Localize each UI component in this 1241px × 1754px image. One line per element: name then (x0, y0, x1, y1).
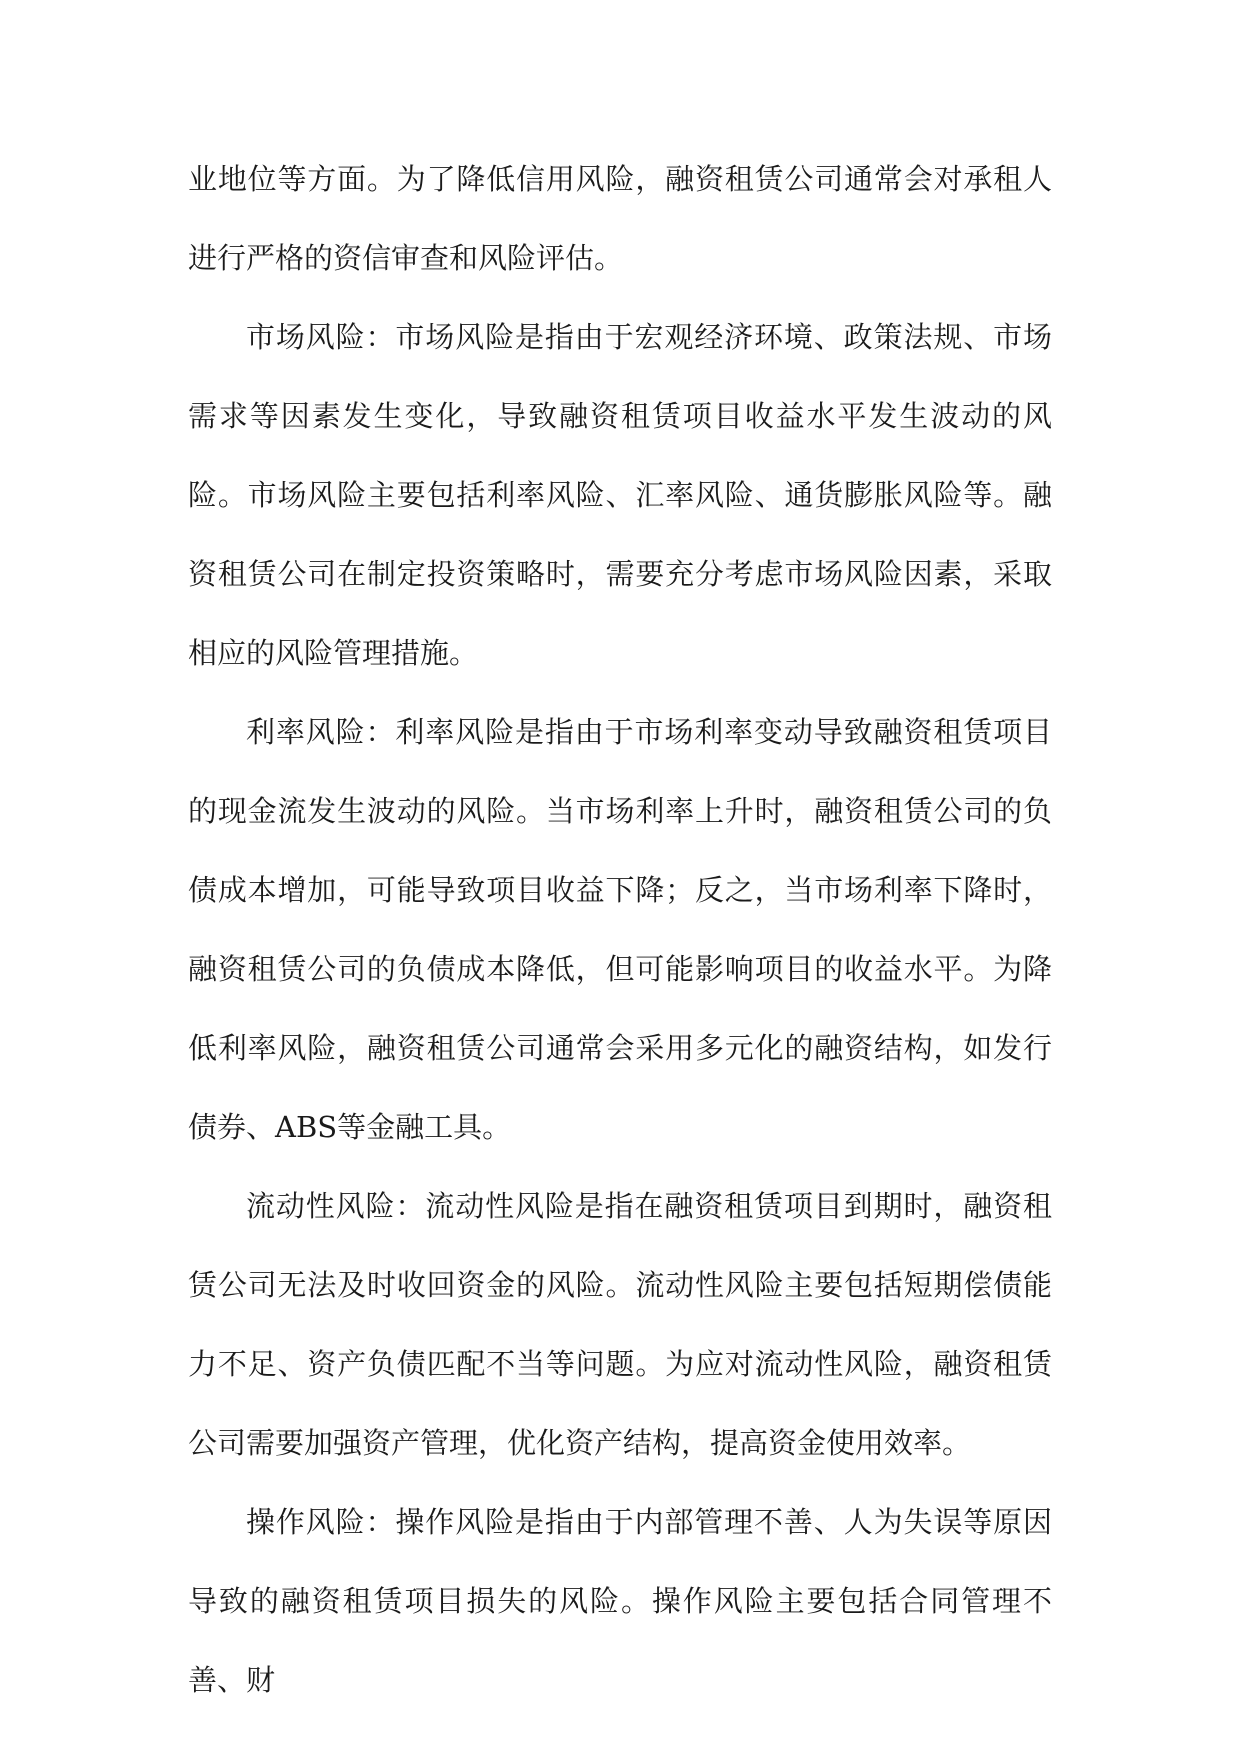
document-page (188, 140, 1052, 1720)
paragraph-operational-risk: 操作风险：操作风险是指由于内部管理不善、人为失误等原因导致的融资租赁项目损失的风险。操作风险主要包括合同管理不善、财 (188, 1505, 1052, 1697)
paragraph-market-risk: 市场风险：市场风险是指由于宏观经济环境、政策法规、市场需求等因素发生变化，导致融资租赁项目收益水平发生波动的风险。市场风险主要包括利率风险、汇率风险、通货膨胀风险等。融资租赁公司在制定投资策略时，需要充分考虑市场风险因素，采取相应的风险管理措施。 (188, 320, 1052, 670)
paragraph-liquidity-risk: 流动性风险：流动性风险是指在融资租赁项目到期时，融资租赁公司无法及时收回资金的风险。流动性风险主要包括短期偿债能力不足、资产负债匹配不当等问题。为应对流动性风险，融资租赁公司需要加强资产管理，优化资产结构，提高资金使用效率。 (188, 1189, 1052, 1460)
paragraph-interest-rate-risk: 利率风险：利率风险是指由于市场利率变动导致融资租赁项目的现金流发生波动的风险。当市场利率上升时，融资租赁公司的负债成本增加，可能导致项目收益下降；反之，当市场利率下降时，融资租赁公司的负债成本降低，但可能影响项目的收益水平。为降低利率风险，融资租赁公司通常会采用多元化的融资结构，如发行债券、ABS等金融工具。 (188, 715, 1052, 1144)
paragraph-credit-risk-continued: 业地位等方面。为了降低信用风险，融资租赁公司通常会对承租人进行严格的资信审查和风险评估。 (188, 162, 1052, 275)
